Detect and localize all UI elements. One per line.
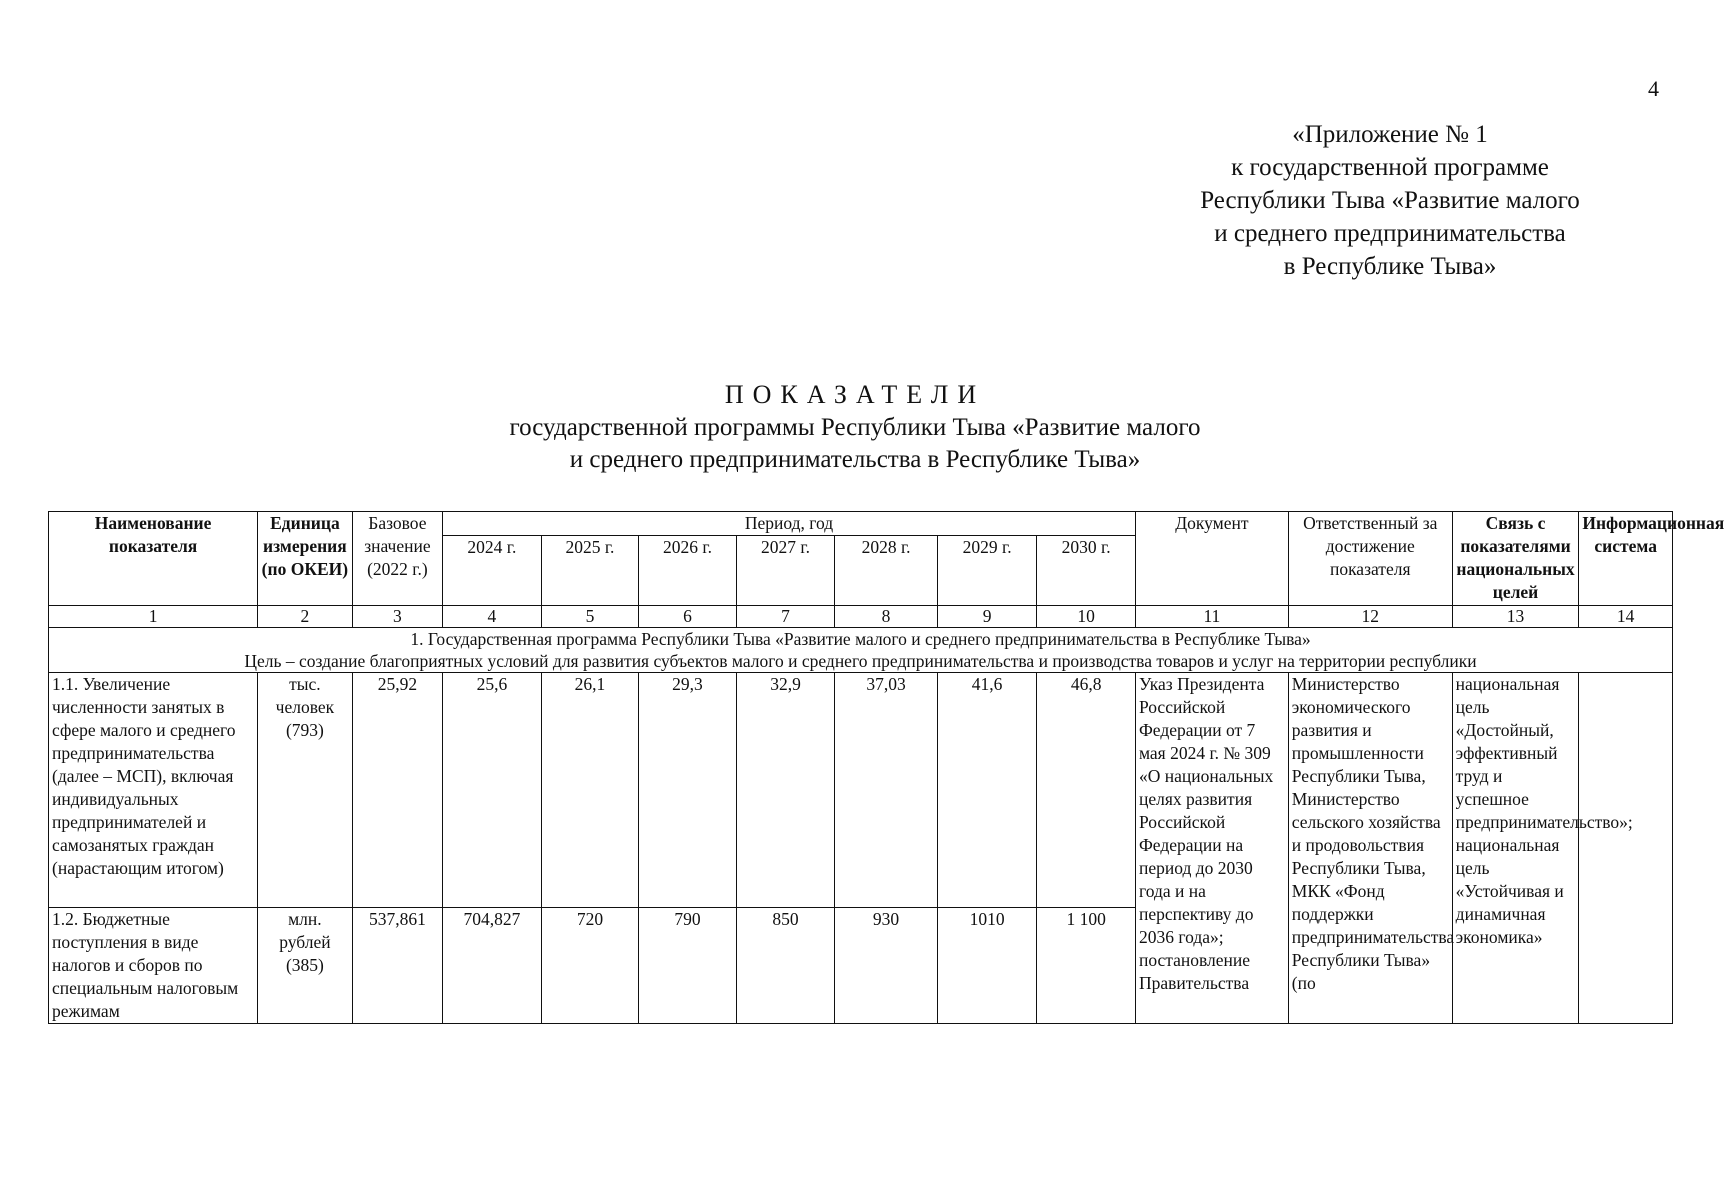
column-number: 5 <box>541 606 639 628</box>
unit-cell: млн. рублей (385) <box>258 908 353 1024</box>
section-goal: Цель – создание благоприятных условий для развития субъектов малого и среднего предпринимательства и производства товаров и услуг на территории республики <box>244 651 1477 671</box>
header-year: 2025 г. <box>541 536 639 606</box>
base-value-cell: 537,861 <box>352 908 442 1024</box>
header-indicator-name: Наименование показателя <box>49 512 258 606</box>
header-row <box>49 512 1673 536</box>
year-value-cell: 704,827 <box>443 908 542 1024</box>
column-number: 11 <box>1135 606 1288 628</box>
year-value-cell: 37,03 <box>835 673 938 908</box>
document-heading: ПОКАЗАТЕЛИ <box>724 380 986 409</box>
year-value-cell: 29,3 <box>639 673 737 908</box>
header-responsible: Ответственный за достижение показателя <box>1288 512 1452 606</box>
national-goals-cell: национальная цель «Достойный, эффективный труд и успешное предпринимательство»; национальная цель «Устойчивая и динамичная экономика» <box>1452 673 1579 1024</box>
column-number: 1 <box>49 606 258 628</box>
year-value-cell: 930 <box>835 908 938 1024</box>
column-number: 3 <box>352 606 442 628</box>
document-title-block <box>330 378 1380 476</box>
indicator-name-cell: 1.2. Бюджетные поступления в виде налогов и сборов по специальным налоговым режимам <box>49 908 258 1024</box>
column-number: 4 <box>443 606 542 628</box>
section-row <box>49 628 1673 673</box>
year-value-cell: 1 100 <box>1037 908 1136 1024</box>
header-year: 2027 г. <box>736 536 835 606</box>
header-document: Документ <box>1135 512 1288 606</box>
indicators-table <box>48 511 1724 1024</box>
header-info-system: Информационная система <box>1579 512 1673 606</box>
unit-cell: тыс. человек (793) <box>258 673 353 908</box>
document-cell: Указ Президента Российской Федерации от 7 мая 2024 г. № 309 «О национальных целях развития Российской Федерации на период до 2030 года и на перспективу до 2036 года»; постановление Правительства <box>1135 673 1288 1024</box>
year-value-cell: 32,9 <box>736 673 835 908</box>
column-number: 14 <box>1579 606 1673 628</box>
year-value-cell: 26,1 <box>541 673 639 908</box>
appendix-line: Республики Тыва «Развитие малого <box>1200 187 1580 214</box>
year-value-cell: 41,6 <box>937 673 1037 908</box>
header-year: 2030 г. <box>1037 536 1136 606</box>
appendix-note <box>1155 118 1625 283</box>
header-unit: Единица измерения (по ОКЕИ) <box>258 512 353 606</box>
column-number: 7 <box>736 606 835 628</box>
appendix-line: в Республике Тыва» <box>1283 253 1497 280</box>
column-number: 2 <box>258 606 353 628</box>
header-year: 2024 г. <box>443 536 542 606</box>
table-row <box>49 673 1673 908</box>
header-year: 2026 г. <box>639 536 737 606</box>
section-title: 1. Государственная программа Республики Тыва «Развитие малого и среднего предпринимательства в Республике Тыва» <box>410 629 1311 649</box>
document-subtitle-line: государственной программы Республики Тыва «Развитие малого <box>509 414 1201 441</box>
column-number: 13 <box>1452 606 1579 628</box>
year-value-cell: 46,8 <box>1037 673 1136 908</box>
header-year: 2028 г. <box>835 536 938 606</box>
column-numbers-row <box>49 606 1673 628</box>
column-number: 10 <box>1037 606 1136 628</box>
header-period: Период, год <box>443 512 1136 536</box>
section-cell <box>49 628 1673 673</box>
indicator-name-cell: 1.1. Увеличение численности занятых в сфере малого и среднего предпринимательства (далее – МСП), включая индивидуальных предпринимателей и самозанятых граждан (нарастающим итогом) <box>49 673 258 908</box>
base-value-cell: 25,92 <box>352 673 442 908</box>
header-year: 2029 г. <box>937 536 1037 606</box>
info-system-cell <box>1579 673 1673 1024</box>
header-base-value: Базовое значение (2022 г.) <box>352 512 442 606</box>
appendix-line: к государственной программе <box>1231 154 1549 181</box>
column-number: 9 <box>937 606 1037 628</box>
header-national-goals-link: Связь с показателями национальных целей <box>1452 512 1579 606</box>
column-number: 6 <box>639 606 737 628</box>
column-number: 8 <box>835 606 938 628</box>
year-value-cell: 790 <box>639 908 737 1024</box>
year-value-cell: 720 <box>541 908 639 1024</box>
year-value-cell: 850 <box>736 908 835 1024</box>
year-value-cell: 25,6 <box>443 673 542 908</box>
appendix-line: «Приложение № 1 <box>1292 121 1488 148</box>
year-value-cell: 1010 <box>937 908 1037 1024</box>
responsible-cell: Министерство экономического развития и промышленности Республики Тыва, Министерство сельского хозяйства и продовольствия Республики Тыва, МКК «Фонд поддержки предпринимательства Республики Тыва» (по <box>1288 673 1452 1024</box>
column-number: 12 <box>1288 606 1452 628</box>
appendix-line: и среднего предпринимательства <box>1214 220 1566 247</box>
document-subtitle-line: и среднего предпринимательства в Республике Тыва» <box>569 446 1141 473</box>
indicators-table-wrapper <box>48 511 1724 1024</box>
page-number: 4 <box>1648 76 1659 101</box>
